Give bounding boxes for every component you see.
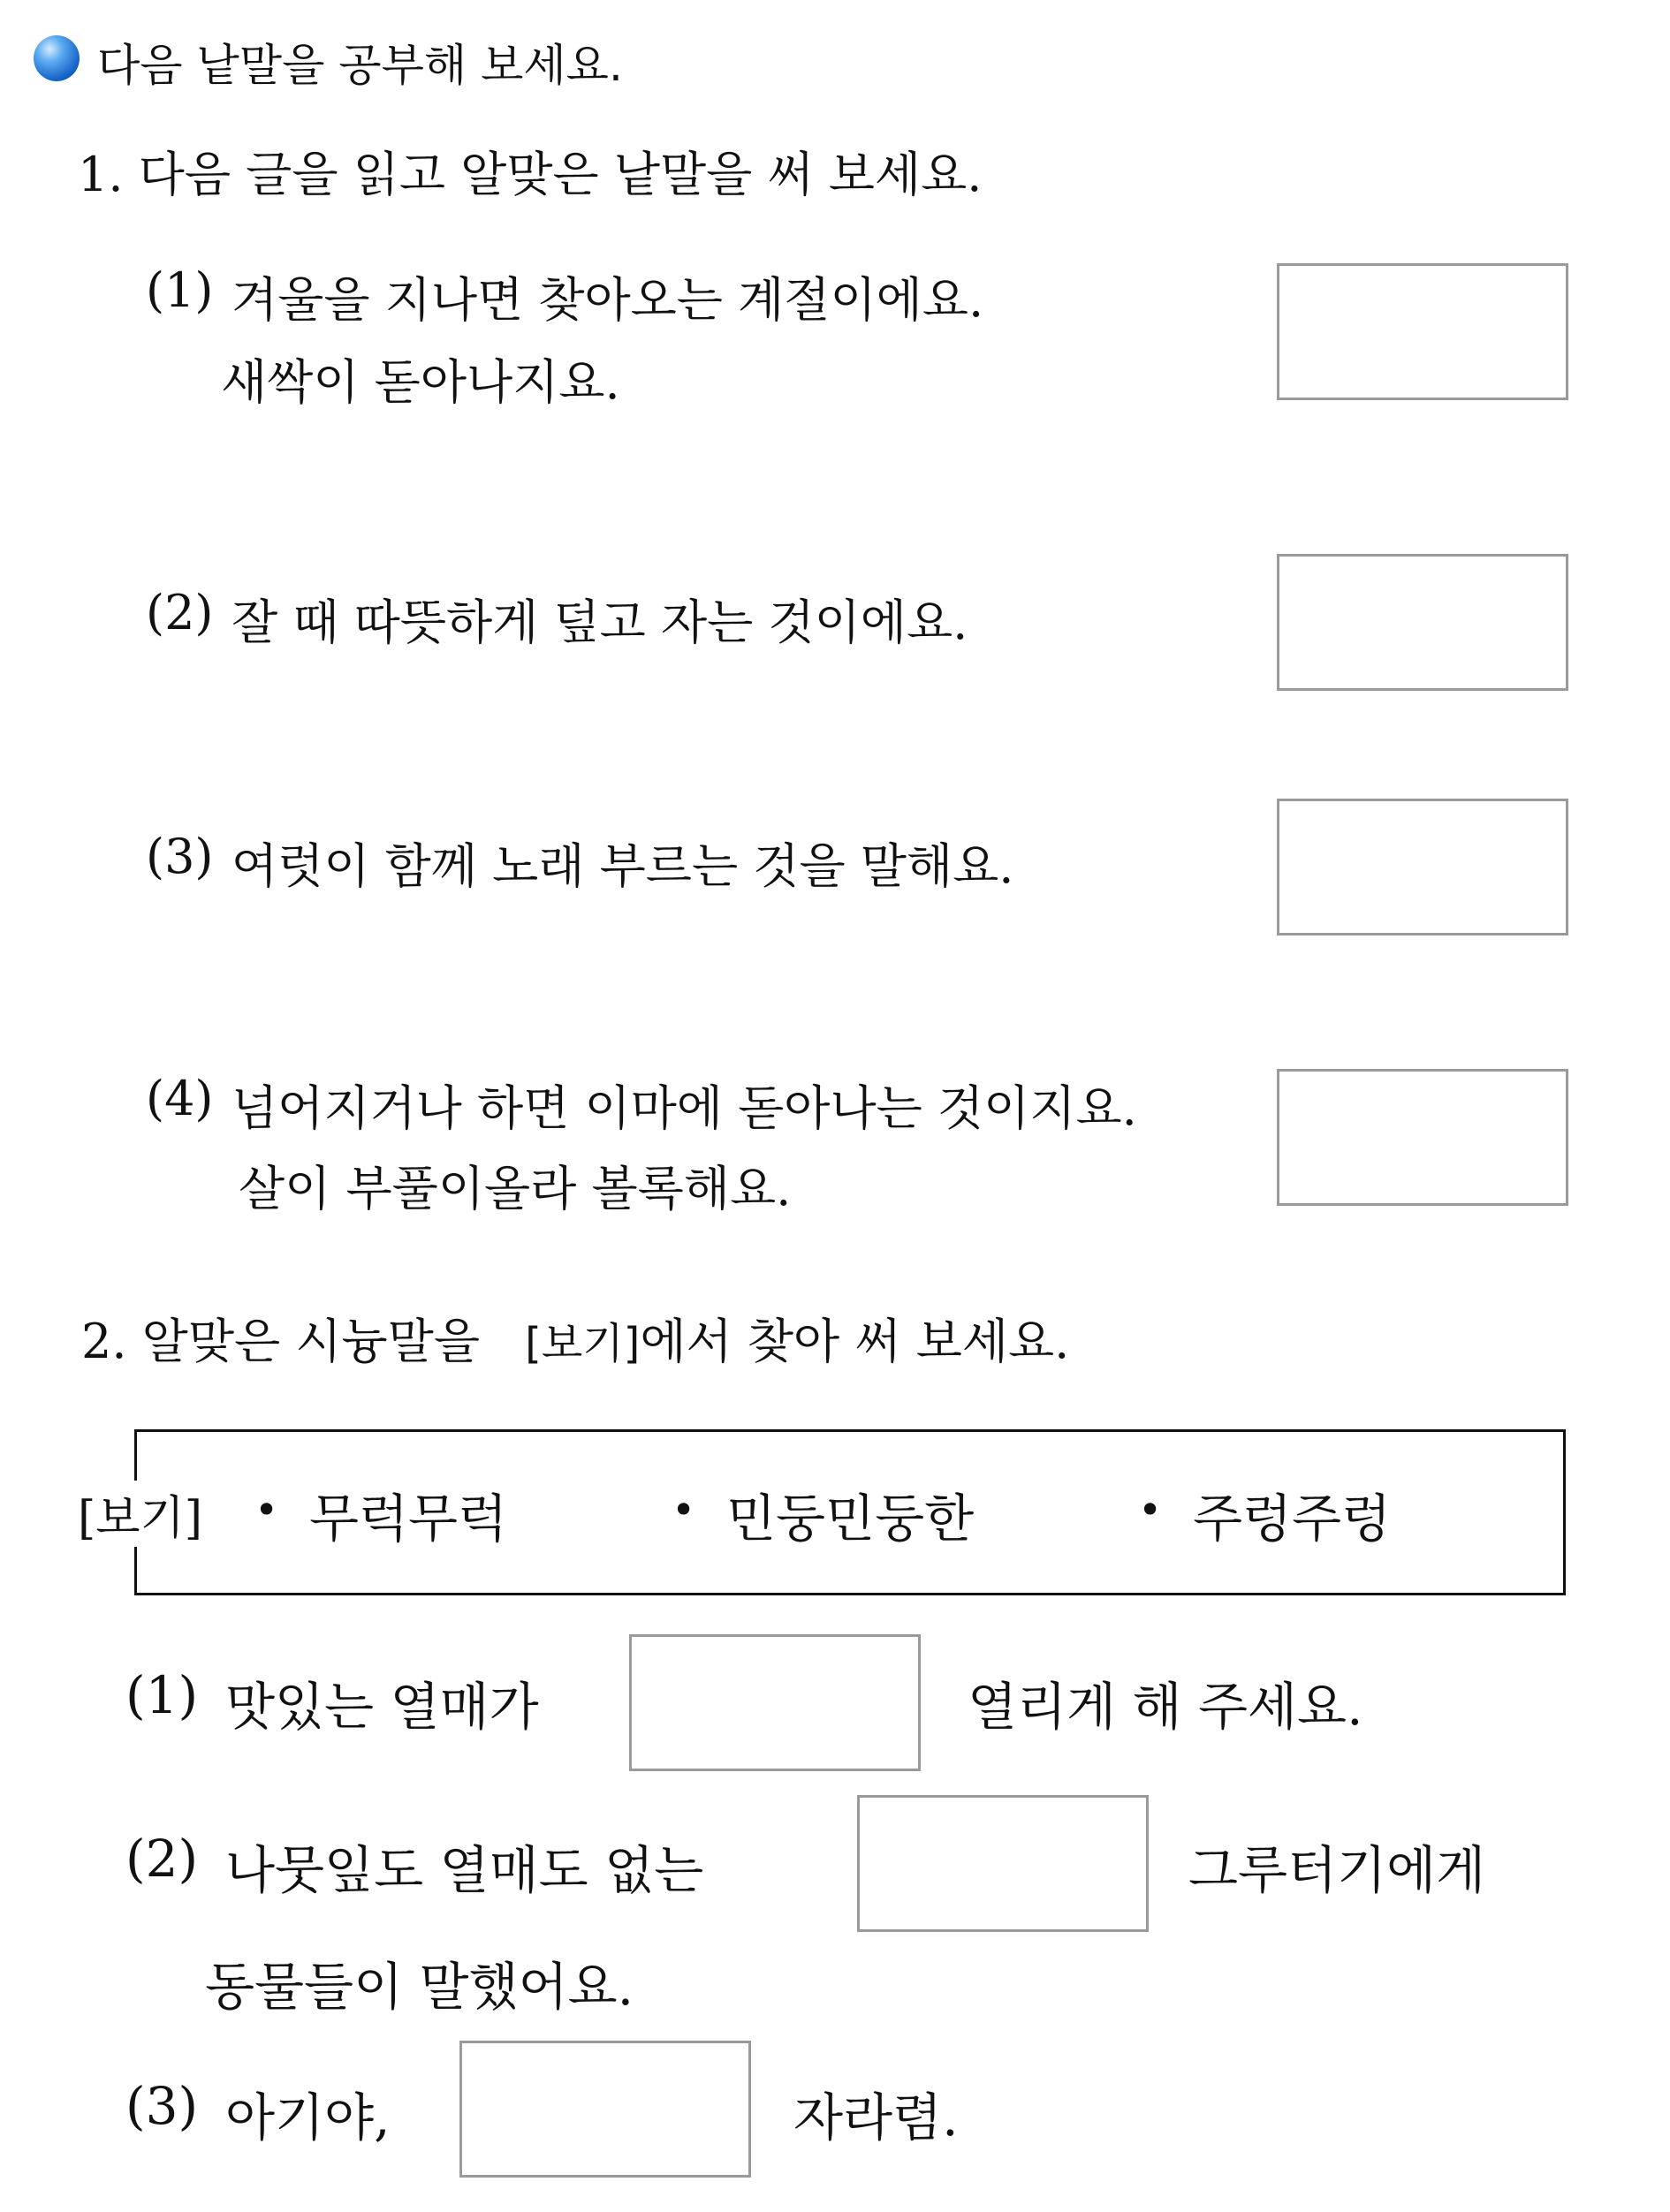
q2-title-prefix: 2. 알맞은 시늉말을 <box>81 1314 480 1369</box>
q1-answer-box-1[interactable] <box>1277 263 1568 400</box>
q2-item2-num: (2) <box>125 1829 199 1889</box>
q1-item4-line1: 넘어지거나 하면 이마에 돋아나는 것이지요. <box>232 1080 1137 1136</box>
q2-title <box>81 1304 1069 1372</box>
q2-item2-before: 나뭇잎도 열매도 없는 <box>225 1840 704 1900</box>
example-option-3: 주렁주렁 <box>1193 1489 1392 1549</box>
q2-item3-before: 아기야, <box>225 2087 391 2148</box>
q2-item3-after: 자라렴. <box>793 2087 959 2148</box>
q1-item3-line1: 여럿이 함께 노래 부르는 것을 말해요. <box>232 838 1014 894</box>
q2-answer-box-3[interactable] <box>459 2041 751 2178</box>
q1-item1-line2: 새싹이 돋아나지요. <box>221 354 620 410</box>
example-label: [보기] <box>72 1481 208 1547</box>
q1-answer-box-3[interactable] <box>1277 799 1568 936</box>
q1-answer-box-4[interactable] <box>1277 1069 1568 1206</box>
option-bullet-3: • <box>1138 1486 1163 1534</box>
option-bullet-2: • <box>672 1486 696 1534</box>
q2-title-ref: [보기] <box>525 1319 641 1368</box>
q1-item4-num: (4) <box>146 1071 214 1126</box>
example-option-2: 민둥민둥한 <box>726 1489 975 1549</box>
q2-item1-num: (1) <box>125 1665 199 1725</box>
blue-ball-icon <box>34 35 80 81</box>
option-bullet-1: • <box>254 1486 279 1534</box>
q2-item2-after: 그루터기에게 <box>1188 1840 1486 1900</box>
q1-item3-num: (3) <box>146 829 214 884</box>
q1-item1-line1: 겨울을 지나면 찾아오는 계절이에요. <box>232 272 984 328</box>
q2-item2-line2: 동물들이 말했어요. <box>205 1957 634 2017</box>
q1-item2-line1: 잘 때 따뜻하게 덮고 자는 것이에요. <box>232 595 968 650</box>
example-option-1: 무럭무럭 <box>309 1489 508 1549</box>
q1-item2-num: (2) <box>146 585 214 640</box>
q1-answer-box-2[interactable] <box>1277 554 1568 691</box>
q2-item1-after: 열리게 해 주세요. <box>968 1677 1363 1737</box>
q1-item1-num: (1) <box>146 262 214 318</box>
q2-item1-before: 맛있는 열매가 <box>225 1677 539 1737</box>
q2-title-suffix: 에서 찾아 써 보세요. <box>640 1314 1070 1369</box>
q2-answer-box-1[interactable] <box>629 1634 921 1771</box>
q1-item4-line2: 살이 부풀이올라 볼록해요. <box>239 1161 792 1216</box>
q1-title: 1. 다음 글을 읽고 알맞은 낱말을 써 보세요. <box>78 147 983 202</box>
q2-answer-box-2[interactable] <box>857 1795 1149 1932</box>
intro-heading: 다음 낱말을 공부해 보세요. <box>97 40 623 91</box>
q2-item3-num: (3) <box>125 2076 199 2136</box>
